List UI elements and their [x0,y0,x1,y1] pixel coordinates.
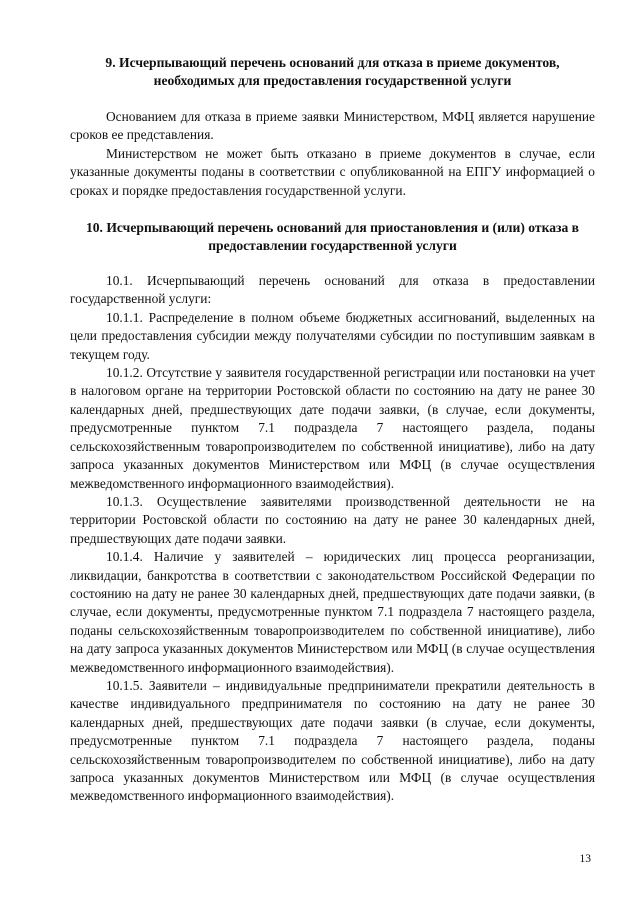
section-10-paragraph: 10.1.5. Заявители – индивидуальные предприниматели прекратили деятельность в качестве индивидуального предпринимателя по состоянию на дату не ранее 30 календарных дней, предшествующих дате подачи заявки (в случае, если документы, предусмотренные пунктом 7.1 подраздела 7 настоящего раздела, поданы сельскохозяйственным товаропроизводителем по собственной инициативе), либо на дату запроса указанных документов Министерством или МФЦ (в случае осуществления межведомственного информационного взаимодействия). [70,677,595,804]
section-9-paragraph: Министерством не может быть отказано в приеме документов в случае, если указанные документы поданы в соответствии с опубликованной на ЕПГУ информацией о сроках и порядке предоставления государственной услуги. [70,145,595,198]
section-10-paragraph: 10.1.2. Отсутствие у заявителя государственной регистрации или постановки на учет в налоговом органе на территории Ростовской области по состоянию на дату не ранее 30 календарных дней, предшествующих дате подачи заявки, (в случае, если документы, предусмотренные пунктом 7.1 подраздела 7 настоящего раздела, поданы сельскохозяйственным товаропроизводителем по собственной инициативе), либо на дату запроса указанных документов Министерством или МФЦ (в случае осуществления межведомственного информационного взаимодействия). [70,365,595,491]
section-10-paragraph: 10.1.1. Распределение в полном объеме бюджетных ассигнований, выделенных на цели предоставления субсидии между получателями субсидии по поступившим заявкам в текущем году. [70,309,595,362]
page-number: 13 [579,853,591,865]
section-10-paragraph: 10.1. Исчерпывающий перечень оснований для отказа в предоставлении государственной услуги: [70,273,595,307]
section-10-heading: 10. Исчерпывающий перечень оснований для приостановления и (или) отказа в предоставлении государственной услуги [85,220,580,254]
section-9-heading: 9. Исчерпывающий перечень оснований для отказа в приеме документов, необходимых для предоставления государственной услуги [105,55,560,88]
section-10-paragraph: 10.1.4. Наличие у заявителей – юридических лиц процесса реорганизации, ликвидации, банкротства в соответствии с законодательством Российской Федерации по состоянию на дату не ранее 30 календарных дней, предшествующих дате подачи заявки, (в случае, если документы, предусмотренные пунктом 7.1 подраздела 7 настоящего раздела, поданы сельскохозяйственным товаропроизводителем по собственной инициативе), либо на дату запроса указанных документов Министерством или МФЦ (в случае осуществления межведомственного информационного взаимодействия). [70,549,595,675]
section-9-paragraph: Основанием для отказа в приеме заявки Министерством, МФЦ является нарушение сроков ее представления. [70,109,595,143]
section-10-paragraph: 10.1.3. Осуществление заявителями производственной деятельности не на территории Ростовской области по состоянию на дату не ранее 30 календарных дней, предшествующих дате подачи заявки. [70,493,595,546]
document-page [70,54,595,806]
